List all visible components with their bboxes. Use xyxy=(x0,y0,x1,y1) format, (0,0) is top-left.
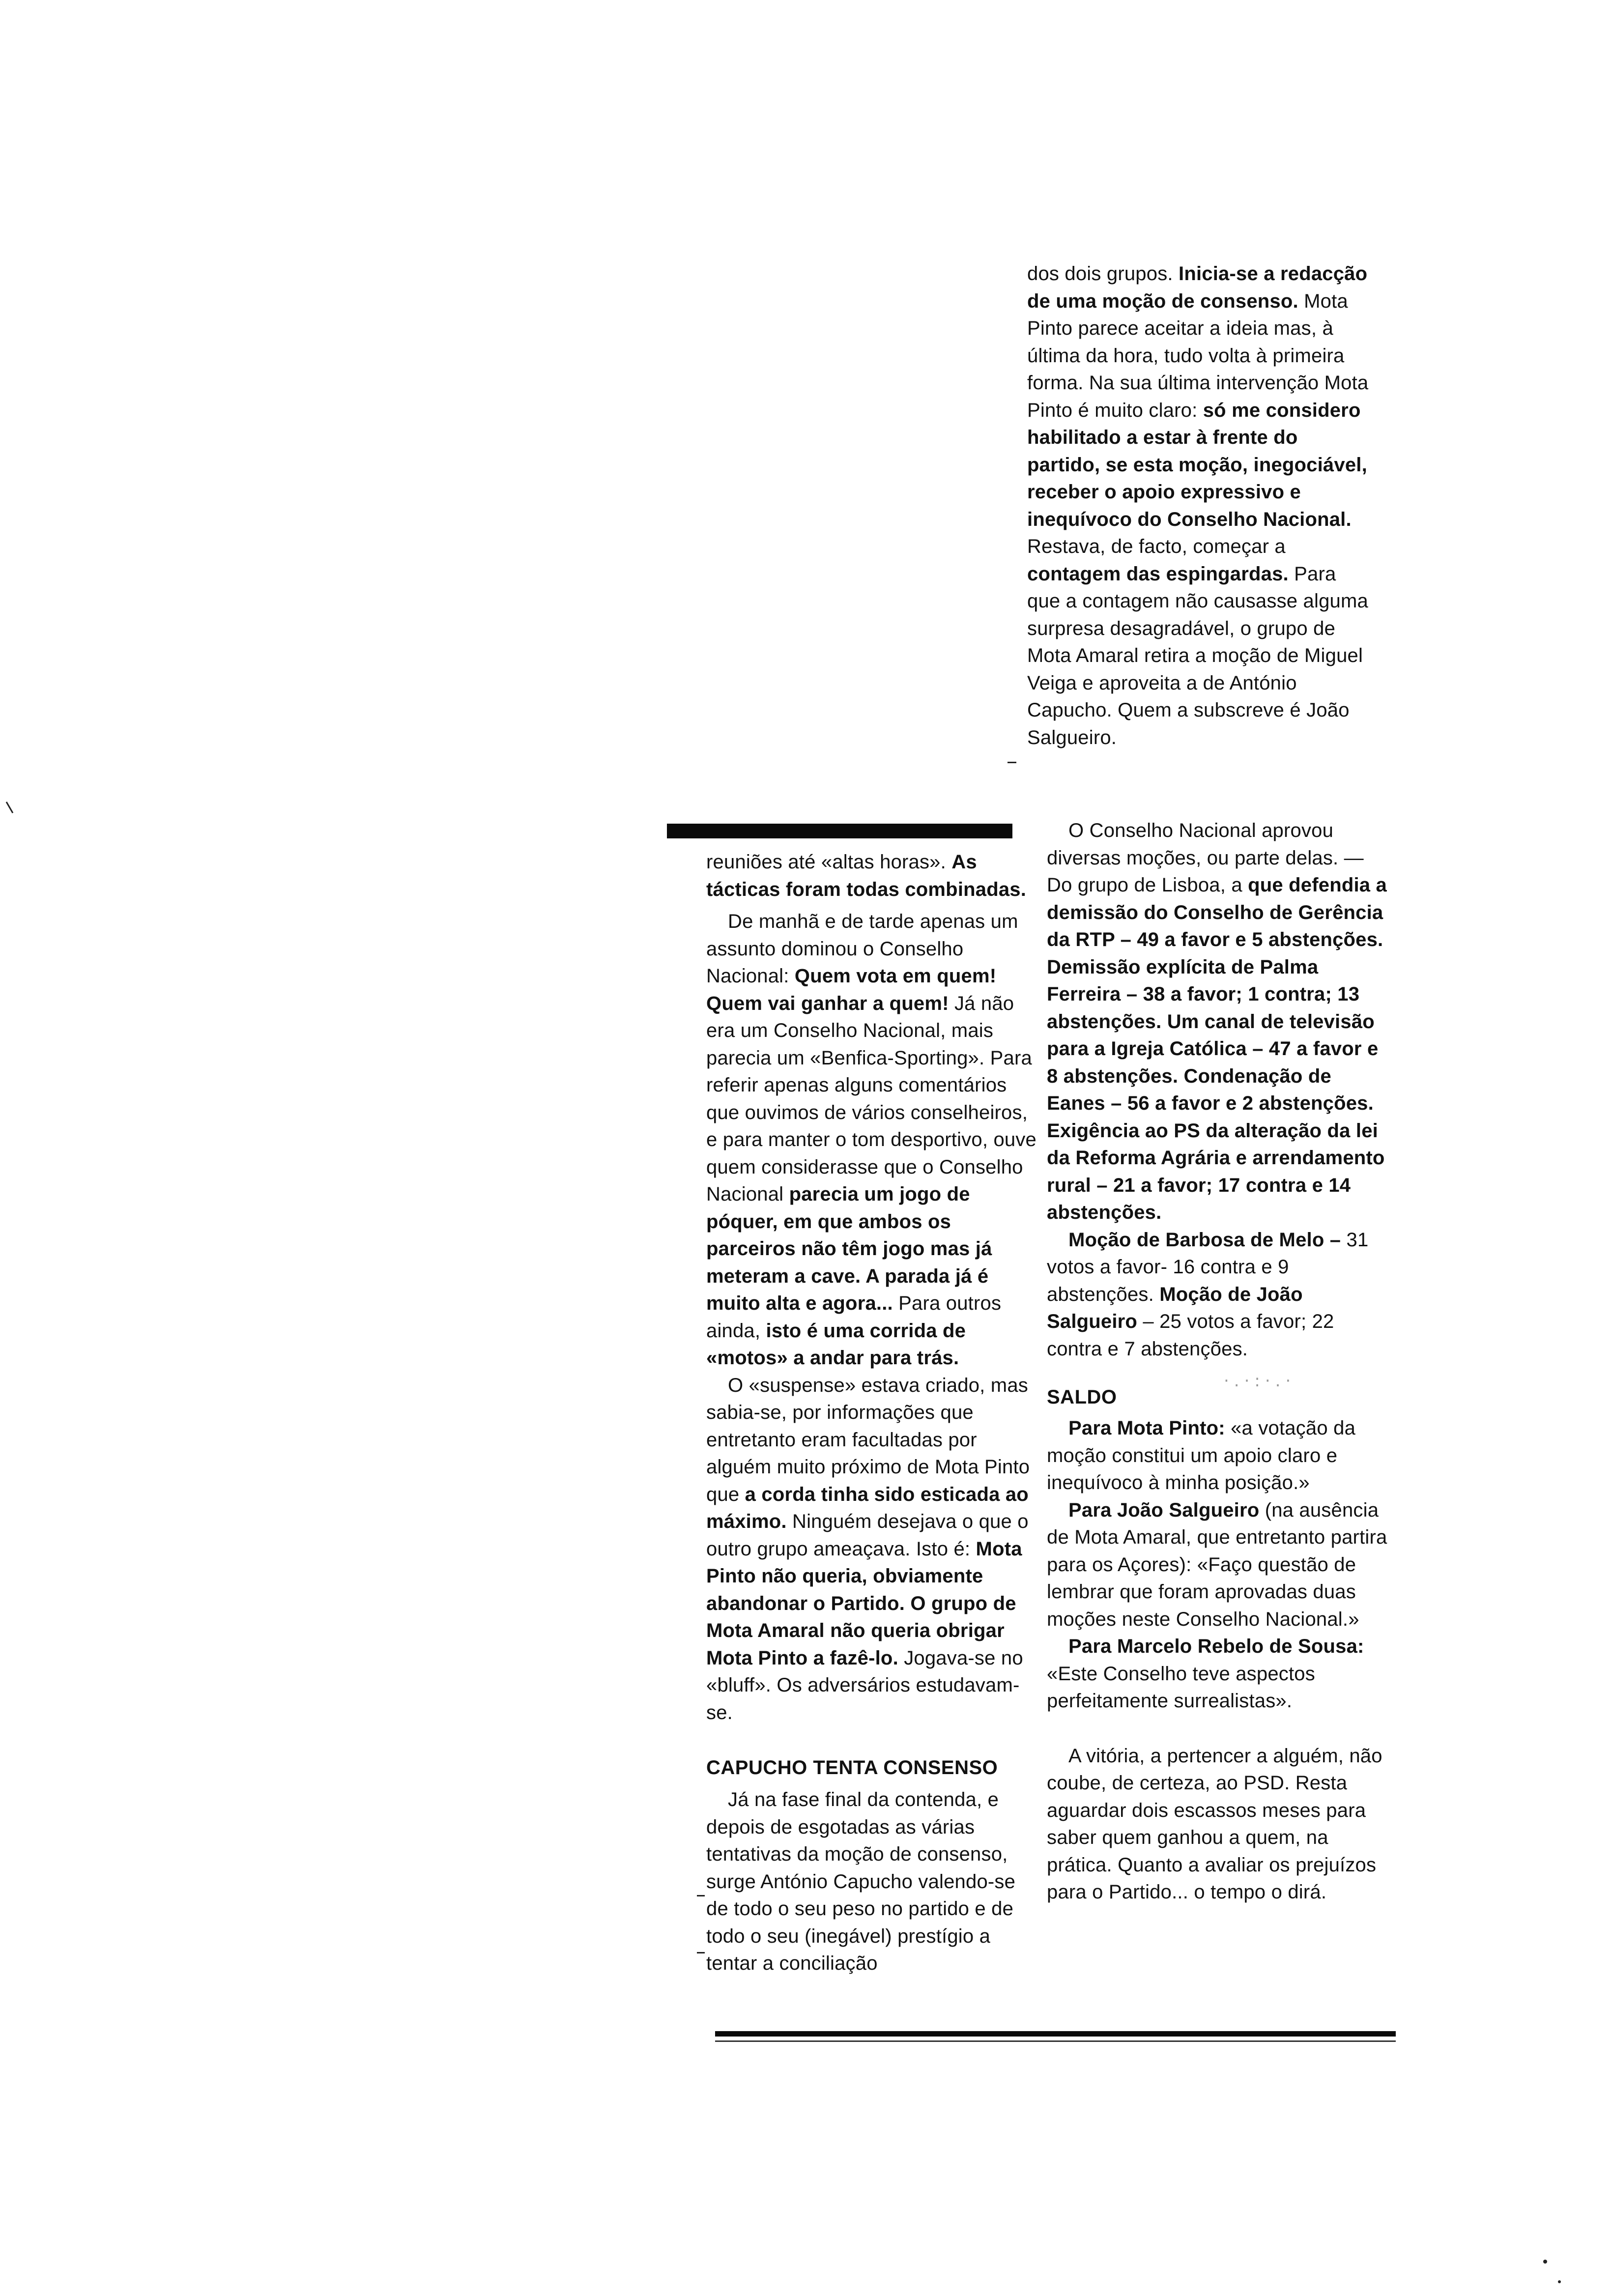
article-column-left xyxy=(706,849,1040,1978)
article-column-right xyxy=(1047,817,1391,1906)
scan-mark xyxy=(697,1895,705,1896)
print-smudge: ·.·:·.· xyxy=(1224,1371,1296,1391)
spacer xyxy=(706,1726,1040,1754)
scan-mark xyxy=(1558,2280,1561,2283)
article-paragraph: reuniões até «altas horas». As tácticas foram todas combinadas. xyxy=(706,851,1027,900)
article-paragraph: Para Mota Pinto: «a votação da moção constitui um apoio claro e inequívoco à minha posição.» xyxy=(1047,1417,1356,1493)
bottom-rule-thin xyxy=(715,2040,1396,2042)
scan-mark xyxy=(6,802,14,813)
article-paragraph: A vitória, a pertencer a alguém, não coube, de certeza, ao PSD. Resta aguardar dois escassos meses para saber quem ganhou a quem, na prática. Quanto a avaliar os prejuízos para o Partido... o tempo o dirá. xyxy=(1047,1745,1382,1903)
article-column-top xyxy=(1027,260,1371,751)
spacer xyxy=(1047,1715,1391,1743)
article-paragraph: Já na fase final da contenda, e depois de esgotadas as várias tentativas da moção de consenso, surge António Capucho valendo-se de todo o seu peso no partido e de todo o seu (inegável) prestígio a tentar a conciliação xyxy=(706,1789,1016,1974)
scan-mark xyxy=(697,1952,705,1953)
article-paragraph: Para Marcelo Rebelo de Sousa: «Este Conselho teve aspectos perfeitamente surrealistas». xyxy=(1047,1636,1364,1712)
article-paragraph: Moção de Barbosa de Melo – 31 votos a favor- 16 contra e 9 abstenções. Moção de João Salgueiro – 25 votos a favor; 22 contra e 7 abstenções. xyxy=(1047,1229,1369,1360)
article-paragraph: O «suspense» estava criado, mas sabia-se, por informações que entretanto eram facultadas por alguém muito próximo de Mota Pinto que a corda tinha sido esticada ao máximo. Ninguém desejava o que o outro grupo ameaçava. Isto é: Mota Pinto não queria, obviamente abandonar o Partido. O grupo de Mota Amaral não queria obrigar Mota Pinto a fazê-lo. Jogava-se no «bluff». Os adversários estudavam-se. xyxy=(706,1374,1030,1723)
column-divider-rule xyxy=(667,824,1012,838)
bottom-rule xyxy=(715,2031,1396,2037)
article-paragraph: dos dois grupos. Inicia-se a redacção de uma moção de consenso. Mota Pinto parece aceitar a ideia mas, à última da hora, tudo volta à primeira forma. Na sua última intervenção Mota Pinto é muito claro: só me considero habilitado a estar à frente do partido, se esta moção, inegociável, receber o apoio expressivo e inequívoco do Conselho Nacional. Restava, de facto, começar a contagem das espingardas. Para que a contagem não causasse alguma surpresa desagradável, o grupo de Mota Amaral retira a moção de Miguel Veiga e aproveita a de António Capucho. Quem a subscreve é João Salgueiro. xyxy=(1027,263,1369,748)
scan-mark xyxy=(1543,2260,1547,2264)
article-paragraph: Para João Salgueiro (na ausência de Mota Amaral, que entretanto partira para os Açores): «Faço questão de lembrar que foram aprovadas duas moções neste Conselho Nacional.» xyxy=(1047,1499,1387,1630)
article-paragraph: O Conselho Nacional aprovou diversas moções, ou parte delas. — Do grupo de Lisboa, a que defendia a demissão do Conselho de Gerência da RTP – 49 a favor e 5 abstenções. Demissão explícita de Palma Ferreira – 38 a favor; 1 contra; 13 abstenções. Um canal de televisão para a Igreja Católica – 47 a favor e 8 abstenções. Condenação de Eanes – 56 a favor e 2 abstenções. Exigência ao PS da alteração da lei da Reforma Agrária e arrendamento rural – 21 a favor; 17 contra e 14 abstenções. xyxy=(1047,820,1387,1223)
article-paragraph: De manhã e de tarde apenas um assunto dominou o Conselho Nacional: Quem vota em quem! Quem vai ganhar a quem! Já não era um Conselho Nacional, mais parecia um «Benfica-Sporting». Para referir apenas alguns comentários que ouvimos de vários conselheiros, e para manter o tom desportivo, ouve quem considerasse que o Conselho Nacional parecia um jogo de póquer, em que ambos os parceiros não têm jogo mas já meteram a cave. A parada já é muito alta e agora... Para outros ainda, isto é uma corrida de «motos» a andar para trás. xyxy=(706,911,1037,1369)
spacer xyxy=(1047,1363,1391,1383)
scan-mark xyxy=(1008,762,1016,763)
section-heading: SALDO xyxy=(1047,1386,1117,1408)
section-heading: CAPUCHO TENTA CONSENSO xyxy=(706,1757,998,1779)
